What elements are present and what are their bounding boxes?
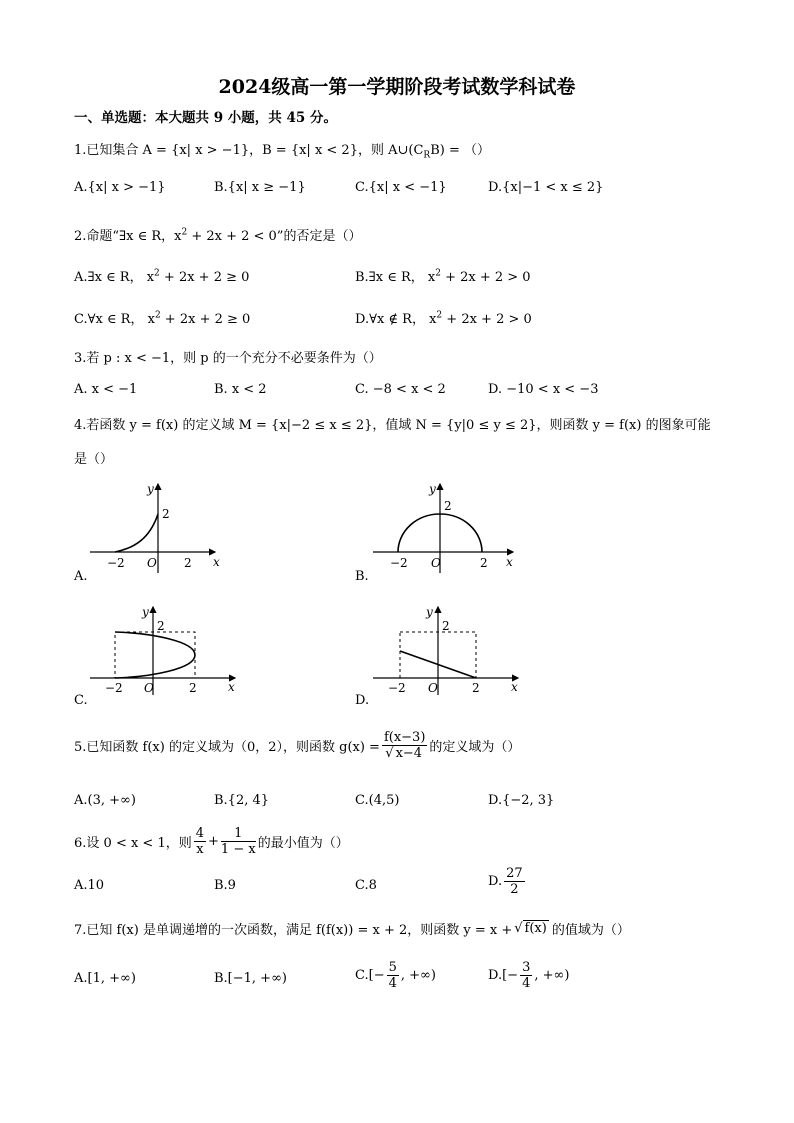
svg-text:O: O (431, 556, 441, 570)
q7-option-c: C. [− $\frac{5}{4}$ , +∞) (355, 960, 436, 991)
graph-c (85, 603, 245, 698)
q6-option-c: C.8 (355, 878, 377, 893)
question-2-stem: 2.命题“∃x ∈ R，$x^2 + 2x + 2 < 0$”的否定是（） (74, 227, 362, 244)
q2-option-c: C.∀x ∈ R， $x^2 + 2x + 2 \ge 0$ (74, 310, 251, 327)
svg-text:2: 2 (472, 681, 480, 695)
svg-text:y: y (147, 482, 154, 496)
q1-option-a: A.{x| x > −1} (74, 180, 166, 195)
section-heading: 一、单选题：本大题共 9 小题，共 45 分。 (74, 110, 337, 126)
question-3-stem: 3.若 p : x < −1，则 p 的一个充分不必要条件为（） (74, 351, 382, 366)
svg-text:2: 2 (184, 556, 192, 570)
q3-option-d: D. −10 < x < −3 (488, 382, 599, 397)
svg-text:2: 2 (444, 499, 452, 513)
svg-text:x: x (511, 680, 518, 694)
q4-label-d: D. (355, 693, 370, 708)
question-4-stem-line2: 是（） (74, 452, 114, 467)
q5-option-d: D.{−2, 3} (488, 793, 555, 808)
q3-option-a: A. x < −1 (74, 382, 138, 397)
curve (115, 632, 195, 678)
svg-text:2: 2 (442, 619, 450, 633)
svg-text:2: 2 (480, 556, 488, 570)
q6-option-d: D. $\frac{27}{2}$ (488, 866, 523, 897)
svg-text:x: x (213, 555, 220, 569)
svg-text:x: x (228, 680, 235, 694)
dashed-box (115, 632, 195, 678)
svg-text:2: 2 (157, 619, 165, 633)
question-6-stem: 6.设 0 < x < 1，则 $\frac{4}{x}$ + $\frac{1}{1 - x}$ 的最小值为（） (74, 826, 349, 857)
graph-d (368, 603, 528, 698)
svg-text:−2: −2 (105, 681, 123, 695)
q5-option-c: C.(4,5) (355, 793, 400, 808)
question-1-stem: 1.已知集合 A = {x| x > −1}，B = {x| x < 2}，则 $A\cup(C_RB)$ = （） (74, 143, 490, 161)
question-4-stem-line1: 4.若函数 y = f(x) 的定义域 M = {x|−2 ≤ x ≤ 2}，值域 N = {y|0 ≤ y ≤ 2}，则函数 y = f(x) 的图象可能 (74, 418, 711, 433)
exam-title: 2024级高一第一学期阶段考试数学科试卷 (218, 76, 576, 98)
svg-text:O: O (144, 681, 154, 695)
q6-option-a: A.10 (74, 878, 105, 893)
svg-text:−2: −2 (388, 681, 406, 695)
q4-label-c: C. (74, 693, 88, 708)
svg-text:O: O (147, 556, 157, 570)
q2-option-b: B.∃x ∈ R， $x^2 + 2x + 2 > 0$ (355, 268, 531, 285)
svg-text:O: O (428, 681, 438, 695)
q5-fraction: $\frac{f(x-3)}{√ x-4}$ (383, 730, 426, 761)
q5-option-b: B.{2, 4} (214, 793, 270, 808)
q5-option-a: A.(3, +∞) (74, 793, 136, 808)
svg-text:−2: −2 (107, 556, 125, 570)
q1-option-b: B.{x| x ≥ −1} (214, 180, 306, 195)
q1-option-c: C.{x| x < −1} (355, 180, 447, 195)
svg-text:y: y (426, 605, 433, 619)
svg-text:x: x (506, 555, 513, 569)
svg-text:−2: −2 (390, 556, 408, 570)
q7-option-b: B.[−1, +∞) (214, 971, 287, 986)
question-5-stem: 5.已知函数 f(x) 的定义域为（0，2），则函数 g(x) = $\frac{f(x-3)}{√ x-4}$ 的定义域为（） (74, 730, 521, 761)
curve (115, 514, 158, 552)
graph-a (85, 478, 225, 578)
q3-option-c: C. −8 < x < 2 (355, 382, 446, 397)
q4-label-a: A. (74, 569, 88, 584)
q1-option-d: D.{x|−1 < x ≤ 2} (488, 180, 604, 195)
q3-option-b: B. x < 2 (214, 382, 267, 397)
question-7-stem: 7.已知 f(x) 是单调递增的一次函数，满足 f(f(x)) = x + 2，则函数 y = x + √ f(x) 的值域为（） (74, 921, 630, 938)
svg-text:2: 2 (189, 681, 197, 695)
q7-option-a: A.[1, +∞) (74, 971, 136, 986)
svg-text:y: y (429, 482, 436, 496)
graph-b (368, 478, 518, 578)
q2-option-d: D.∀x ∉ R， $x^2 + 2x + 2 > 0$ (355, 310, 532, 327)
q2-option-a: A.∃x ∈ R， $x^2 + 2x + 2 \ge 0$ (74, 268, 250, 285)
svg-text:y: y (142, 605, 149, 619)
q4-label-b: B. (355, 569, 369, 584)
q6-option-b: B.9 (214, 878, 236, 893)
svg-text:2: 2 (162, 507, 170, 521)
q7-option-d: D. [− $\frac{3}{4}$ , +∞) (488, 960, 570, 991)
